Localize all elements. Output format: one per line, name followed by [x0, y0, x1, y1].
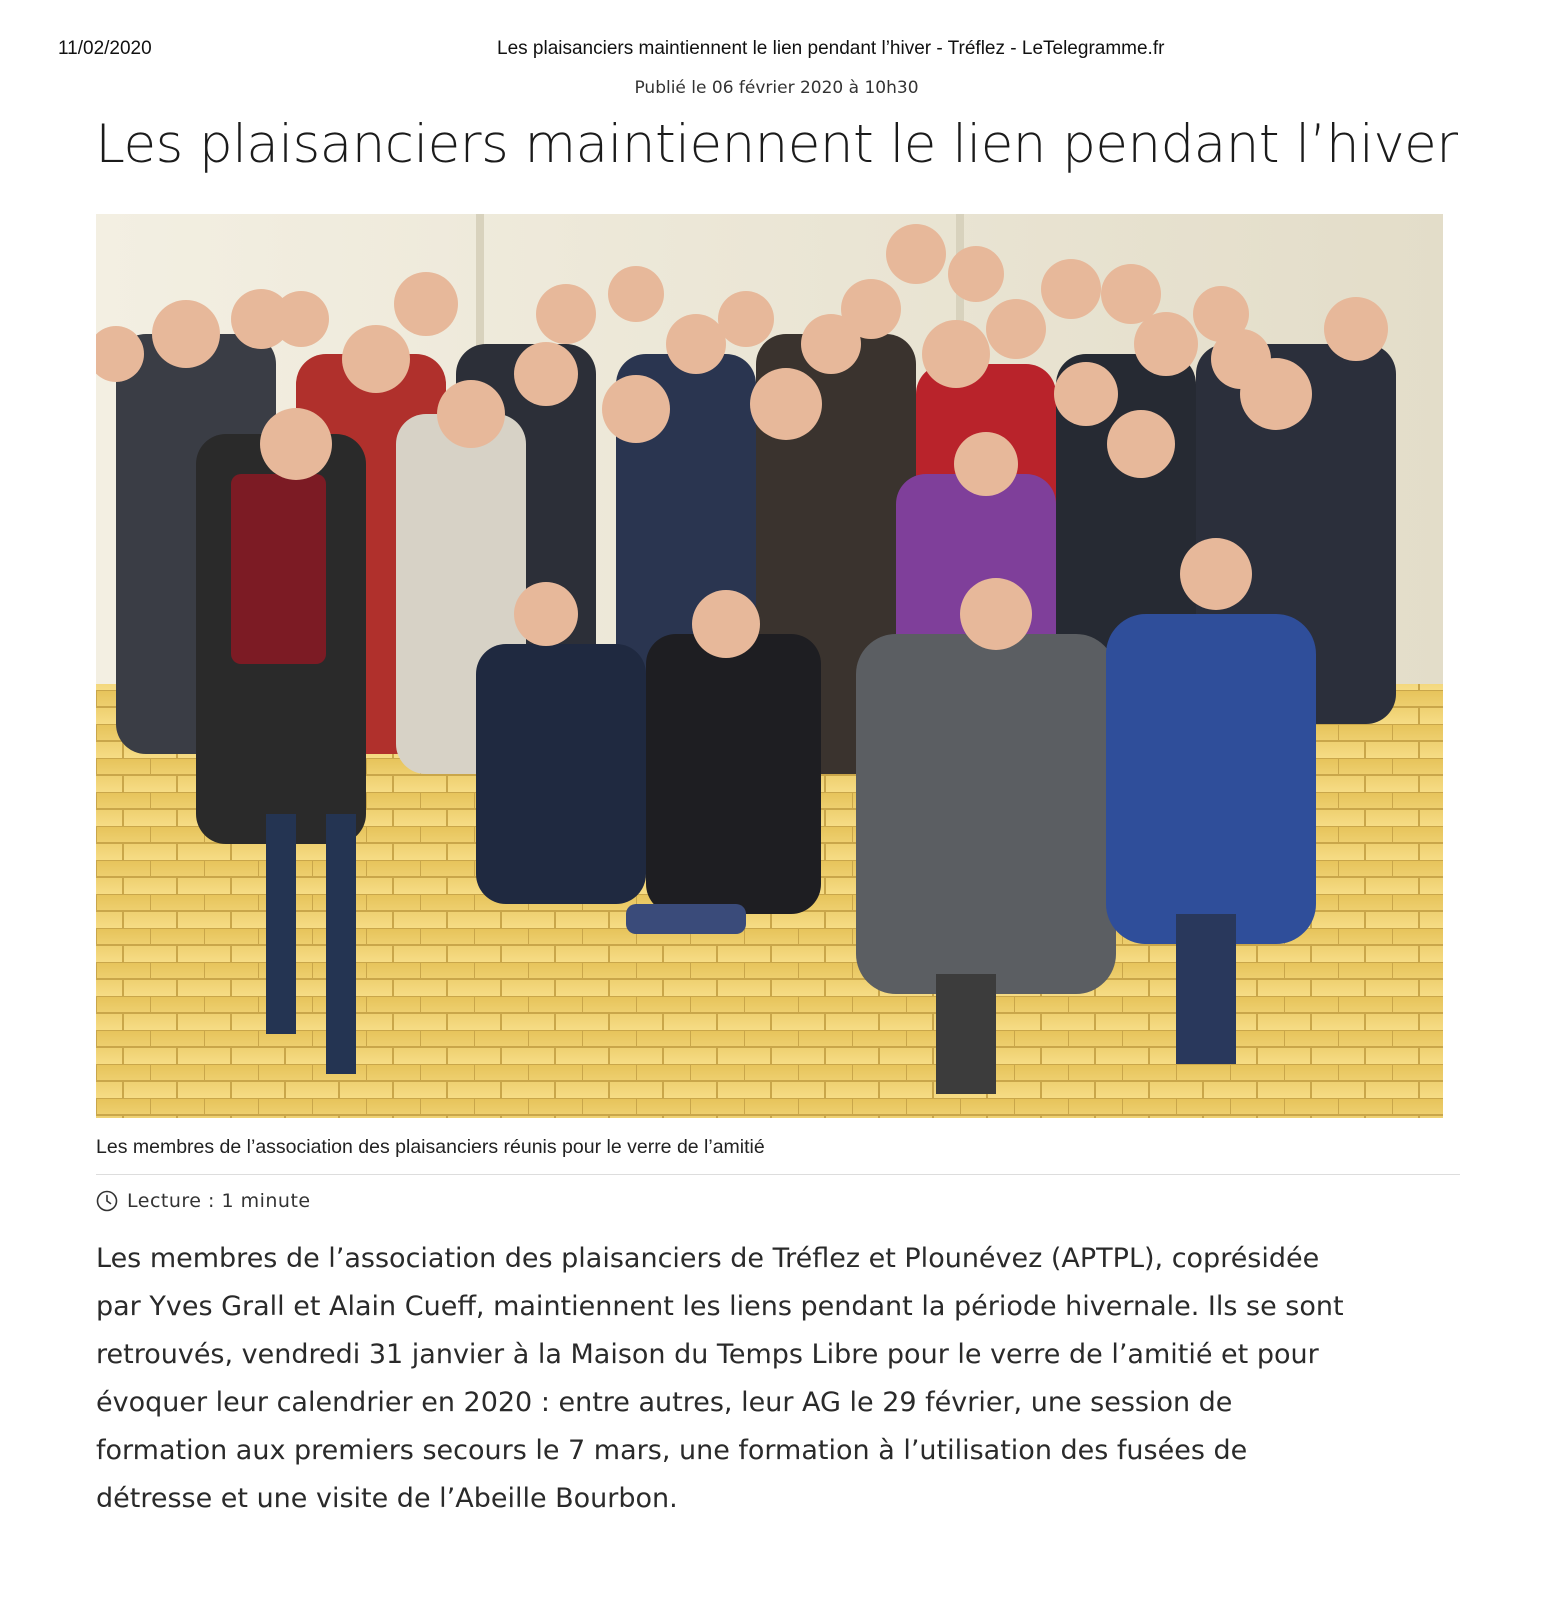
print-page-title: Les plaisanciers maintiennent le lien pendant l’hiver - Tréflez - LeTelegramme.fr: [497, 38, 1165, 59]
group-photo: [96, 214, 1443, 1118]
print-date: 11/02/2020: [58, 38, 152, 59]
body-line: formation aux premiers secours le 7 mars, une formation à l’utilisation des fusées de: [96, 1435, 1248, 1466]
reading-time-label: Lecture : 1 minute: [127, 1190, 311, 1212]
body-line: détresse et une visite de l’Abeille Bourbon.: [96, 1483, 678, 1514]
divider: [96, 1174, 1460, 1175]
clock-icon: [96, 1190, 118, 1212]
body-line: Les membres de l’association des plaisanciers de Tréflez et Plounévez (APTPL), coprésidée: [96, 1243, 1320, 1274]
body-line: par Yves Grall et Alain Cueff, maintiennent les liens pendant la période hivernale. Ils se sont: [96, 1291, 1344, 1322]
article-headline: Les plaisanciers maintiennent le lien pendant l’hiver: [95, 114, 1458, 175]
reading-time: [96, 1188, 311, 1214]
article-photo: [96, 214, 1443, 1118]
body-line: retrouvés, vendredi 31 janvier à la Maison du Temps Libre pour le verre de l’amitié et pour: [96, 1339, 1319, 1370]
print-header: [0, 38, 1553, 64]
photo-caption: Les membres de l’association des plaisanciers réunis pour le verre de l’amitié: [96, 1136, 765, 1158]
published-date: Publié le 06 février 2020 à 10h30: [634, 78, 919, 98]
body-line: évoquer leur calendrier en 2020 : entre autres, leur AG le 29 février, une session de: [96, 1387, 1233, 1418]
article-body: [96, 1235, 1476, 1523]
